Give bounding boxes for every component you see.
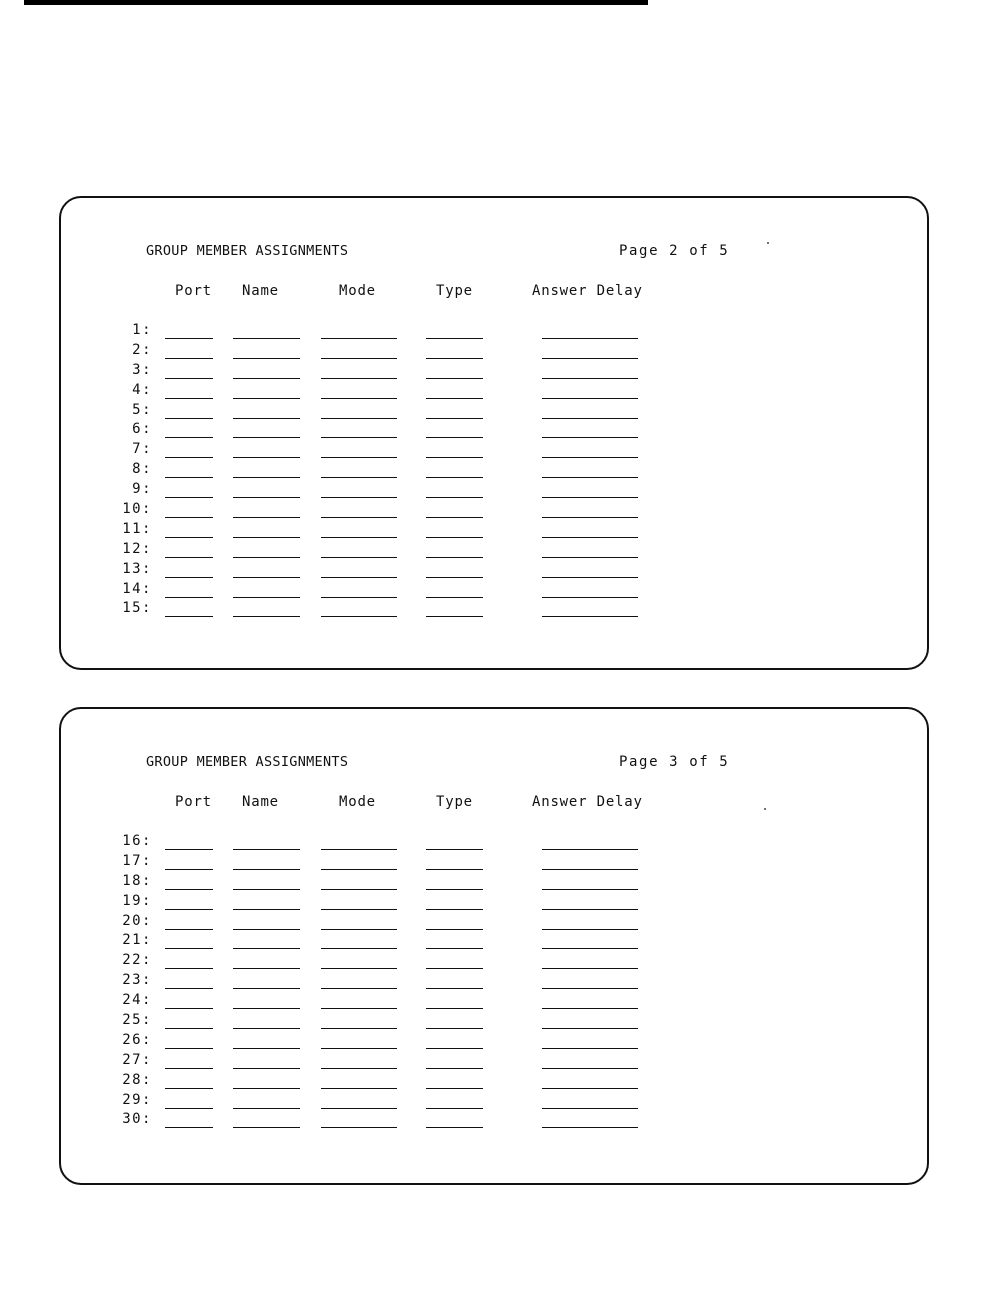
column-header-answer-delay: Answer Delay (532, 283, 643, 299)
answer-delay-field[interactable] (542, 1088, 638, 1089)
type-field[interactable] (426, 988, 483, 989)
member-row (61, 992, 927, 1012)
port-field[interactable] (165, 1028, 213, 1029)
mode-field[interactable] (321, 378, 397, 379)
port-field[interactable] (165, 418, 213, 419)
name-field[interactable] (233, 418, 300, 419)
type-field[interactable] (426, 849, 483, 850)
member-rows (61, 322, 927, 620)
type-field[interactable] (426, 517, 483, 518)
answer-delay-field[interactable] (542, 358, 638, 359)
row-number: 25: (122, 1012, 152, 1029)
name-field[interactable] (233, 929, 300, 930)
row-number: 14: (122, 580, 152, 597)
type-field[interactable] (426, 616, 483, 617)
port-field[interactable] (165, 948, 213, 949)
name-field[interactable] (233, 909, 300, 910)
scan-speck (764, 808, 766, 810)
row-number: 23: (122, 972, 152, 989)
member-row (61, 402, 927, 422)
mode-field[interactable] (321, 437, 397, 438)
answer-delay-field[interactable] (542, 378, 638, 379)
answer-delay-field[interactable] (542, 988, 638, 989)
name-field[interactable] (233, 457, 300, 458)
member-row (61, 382, 927, 402)
mode-field[interactable] (321, 557, 397, 558)
scan-speck (767, 242, 769, 244)
port-field[interactable] (165, 869, 213, 870)
member-row (61, 873, 927, 893)
row-number: 12: (122, 540, 152, 557)
column-header-mode: Mode (339, 283, 376, 299)
row-number: 17: (122, 852, 152, 869)
port-field[interactable] (165, 889, 213, 890)
row-number: 21: (122, 932, 152, 949)
form-title: GROUP MEMBER ASSIGNMENTS (146, 754, 349, 770)
mode-field[interactable] (321, 849, 397, 850)
member-row (61, 461, 927, 481)
member-row (61, 1012, 927, 1032)
member-row (61, 1032, 927, 1052)
row-number: 4: (132, 381, 152, 398)
row-number: 26: (122, 1031, 152, 1048)
form-title: GROUP MEMBER ASSIGNMENTS (146, 243, 349, 259)
row-number: 15: (122, 600, 152, 617)
column-header-port: Port (175, 794, 212, 810)
row-number: 22: (122, 952, 152, 969)
member-row (61, 541, 927, 561)
name-field[interactable] (233, 437, 300, 438)
type-field[interactable] (426, 378, 483, 379)
name-field[interactable] (233, 557, 300, 558)
answer-delay-field[interactable] (542, 1048, 638, 1049)
type-field[interactable] (426, 557, 483, 558)
type-field[interactable] (426, 1088, 483, 1089)
column-header-mode: Mode (339, 794, 376, 810)
mode-field[interactable] (321, 988, 397, 989)
answer-delay-field[interactable] (542, 338, 638, 339)
answer-delay-field[interactable] (542, 616, 638, 617)
port-field[interactable] (165, 577, 213, 578)
mode-field[interactable] (321, 616, 397, 617)
name-field[interactable] (233, 1088, 300, 1089)
mode-field[interactable] (321, 889, 397, 890)
mode-field[interactable] (321, 968, 397, 969)
member-row (61, 441, 927, 461)
answer-delay-field[interactable] (542, 1068, 638, 1069)
port-field[interactable] (165, 1068, 213, 1069)
port-field[interactable] (165, 929, 213, 930)
name-field[interactable] (233, 968, 300, 969)
port-field[interactable] (165, 358, 213, 359)
page-indicator: Page 3 of 5 (619, 754, 730, 770)
answer-delay-field[interactable] (542, 597, 638, 598)
answer-delay-field[interactable] (542, 1008, 638, 1009)
member-row (61, 1092, 927, 1112)
row-number: 10: (122, 501, 152, 518)
type-field[interactable] (426, 1048, 483, 1049)
member-row (61, 913, 927, 933)
member-row (61, 1111, 927, 1131)
column-header-name: Name (242, 794, 279, 810)
name-field[interactable] (233, 378, 300, 379)
type-field[interactable] (426, 1008, 483, 1009)
name-field[interactable] (233, 577, 300, 578)
name-field[interactable] (233, 889, 300, 890)
member-row (61, 893, 927, 913)
name-field[interactable] (233, 517, 300, 518)
port-field[interactable] (165, 338, 213, 339)
mode-field[interactable] (321, 477, 397, 478)
port-field[interactable] (165, 437, 213, 438)
answer-delay-field[interactable] (542, 497, 638, 498)
member-row (61, 833, 927, 853)
type-field[interactable] (426, 398, 483, 399)
member-row (61, 521, 927, 541)
port-field[interactable] (165, 477, 213, 478)
answer-delay-field[interactable] (542, 1108, 638, 1109)
type-field[interactable] (426, 968, 483, 969)
answer-delay-field[interactable] (542, 398, 638, 399)
name-field[interactable] (233, 1068, 300, 1069)
port-field[interactable] (165, 457, 213, 458)
type-field[interactable] (426, 418, 483, 419)
type-field[interactable] (426, 929, 483, 930)
column-header-name: Name (242, 283, 279, 299)
page-indicator: Page 2 of 5 (619, 243, 730, 259)
member-row (61, 561, 927, 581)
port-field[interactable] (165, 988, 213, 989)
name-field[interactable] (233, 1008, 300, 1009)
member-row (61, 1072, 927, 1092)
member-row (61, 581, 927, 601)
mode-field[interactable] (321, 597, 397, 598)
member-row (61, 421, 927, 441)
row-number: 29: (122, 1091, 152, 1108)
port-field[interactable] (165, 909, 213, 910)
mode-field[interactable] (321, 398, 397, 399)
port-field[interactable] (165, 849, 213, 850)
mode-field[interactable] (321, 358, 397, 359)
answer-delay-field[interactable] (542, 849, 638, 850)
name-field[interactable] (233, 1028, 300, 1029)
row-number: 11: (122, 520, 152, 537)
name-field[interactable] (233, 338, 300, 339)
type-field[interactable] (426, 1127, 483, 1128)
row-number: 27: (122, 1051, 152, 1068)
type-field[interactable] (426, 1028, 483, 1029)
port-field[interactable] (165, 378, 213, 379)
column-header-answer-delay: Answer Delay (532, 794, 643, 810)
row-number: 28: (122, 1071, 152, 1088)
type-field[interactable] (426, 597, 483, 598)
mode-field[interactable] (321, 517, 397, 518)
port-field[interactable] (165, 1008, 213, 1009)
answer-delay-field[interactable] (542, 948, 638, 949)
member-row (61, 1052, 927, 1072)
port-field[interactable] (165, 557, 213, 558)
type-field[interactable] (426, 1108, 483, 1109)
name-field[interactable] (233, 1108, 300, 1109)
mode-field[interactable] (321, 1048, 397, 1049)
type-field[interactable] (426, 477, 483, 478)
name-field[interactable] (233, 1127, 300, 1128)
column-header-port: Port (175, 283, 212, 299)
port-field[interactable] (165, 398, 213, 399)
top-rule (24, 0, 648, 5)
member-row (61, 932, 927, 952)
port-field[interactable] (165, 537, 213, 538)
row-number: 7: (132, 441, 152, 458)
mode-field[interactable] (321, 497, 397, 498)
name-field[interactable] (233, 1048, 300, 1049)
column-header-type: Type (436, 283, 473, 299)
name-field[interactable] (233, 497, 300, 498)
member-row (61, 600, 927, 620)
member-rows (61, 833, 927, 1131)
answer-delay-field[interactable] (542, 517, 638, 518)
answer-delay-field[interactable] (542, 457, 638, 458)
mode-field[interactable] (321, 1088, 397, 1089)
member-row (61, 501, 927, 521)
port-field[interactable] (165, 1088, 213, 1089)
port-field[interactable] (165, 497, 213, 498)
mode-field[interactable] (321, 537, 397, 538)
mode-field[interactable] (321, 1008, 397, 1009)
type-field[interactable] (426, 948, 483, 949)
name-field[interactable] (233, 616, 300, 617)
type-field[interactable] (426, 869, 483, 870)
answer-delay-field[interactable] (542, 1028, 638, 1029)
row-number: 2: (132, 341, 152, 358)
port-field[interactable] (165, 616, 213, 617)
member-row (61, 972, 927, 992)
row-number: 18: (122, 872, 152, 889)
member-row (61, 481, 927, 501)
type-field[interactable] (426, 497, 483, 498)
type-field[interactable] (426, 889, 483, 890)
mode-field[interactable] (321, 929, 397, 930)
mode-field[interactable] (321, 418, 397, 419)
form-screen-page-3 (59, 707, 929, 1185)
name-field[interactable] (233, 988, 300, 989)
answer-delay-field[interactable] (542, 418, 638, 419)
mode-field[interactable] (321, 948, 397, 949)
mode-field[interactable] (321, 909, 397, 910)
mode-field[interactable] (321, 1108, 397, 1109)
row-number: 6: (132, 421, 152, 438)
type-field[interactable] (426, 437, 483, 438)
port-field[interactable] (165, 597, 213, 598)
column-header-type: Type (436, 794, 473, 810)
answer-delay-field[interactable] (542, 437, 638, 438)
answer-delay-field[interactable] (542, 1127, 638, 1128)
port-field[interactable] (165, 1048, 213, 1049)
name-field[interactable] (233, 597, 300, 598)
name-field[interactable] (233, 398, 300, 399)
member-row (61, 362, 927, 382)
mode-field[interactable] (321, 869, 397, 870)
row-number: 30: (122, 1111, 152, 1128)
member-row (61, 342, 927, 362)
row-number: 19: (122, 892, 152, 909)
type-field[interactable] (426, 358, 483, 359)
port-field[interactable] (165, 1127, 213, 1128)
answer-delay-field[interactable] (542, 968, 638, 969)
port-field[interactable] (165, 1108, 213, 1109)
mode-field[interactable] (321, 1068, 397, 1069)
row-number: 5: (132, 401, 152, 418)
row-number: 16: (122, 833, 152, 849)
answer-delay-field[interactable] (542, 577, 638, 578)
mode-field[interactable] (321, 338, 397, 339)
member-row (61, 322, 927, 342)
answer-delay-field[interactable] (542, 537, 638, 538)
member-row (61, 952, 927, 972)
type-field[interactable] (426, 457, 483, 458)
answer-delay-field[interactable] (542, 889, 638, 890)
type-field[interactable] (426, 537, 483, 538)
member-row (61, 853, 927, 873)
row-number: 8: (132, 461, 152, 478)
row-number: 24: (122, 992, 152, 1009)
type-field[interactable] (426, 909, 483, 910)
mode-field[interactable] (321, 577, 397, 578)
answer-delay-field[interactable] (542, 909, 638, 910)
type-field[interactable] (426, 1068, 483, 1069)
name-field[interactable] (233, 849, 300, 850)
name-field[interactable] (233, 869, 300, 870)
form-screen-page-2 (59, 196, 929, 670)
type-field[interactable] (426, 338, 483, 339)
row-number: 1: (132, 322, 152, 338)
answer-delay-field[interactable] (542, 477, 638, 478)
answer-delay-field[interactable] (542, 869, 638, 870)
name-field[interactable] (233, 358, 300, 359)
row-number: 3: (132, 361, 152, 378)
port-field[interactable] (165, 517, 213, 518)
answer-delay-field[interactable] (542, 557, 638, 558)
type-field[interactable] (426, 577, 483, 578)
mode-field[interactable] (321, 1127, 397, 1128)
name-field[interactable] (233, 948, 300, 949)
row-number: 9: (132, 481, 152, 498)
mode-field[interactable] (321, 1028, 397, 1029)
name-field[interactable] (233, 477, 300, 478)
name-field[interactable] (233, 537, 300, 538)
row-number: 13: (122, 560, 152, 577)
mode-field[interactable] (321, 457, 397, 458)
port-field[interactable] (165, 968, 213, 969)
row-number: 20: (122, 912, 152, 929)
answer-delay-field[interactable] (542, 929, 638, 930)
